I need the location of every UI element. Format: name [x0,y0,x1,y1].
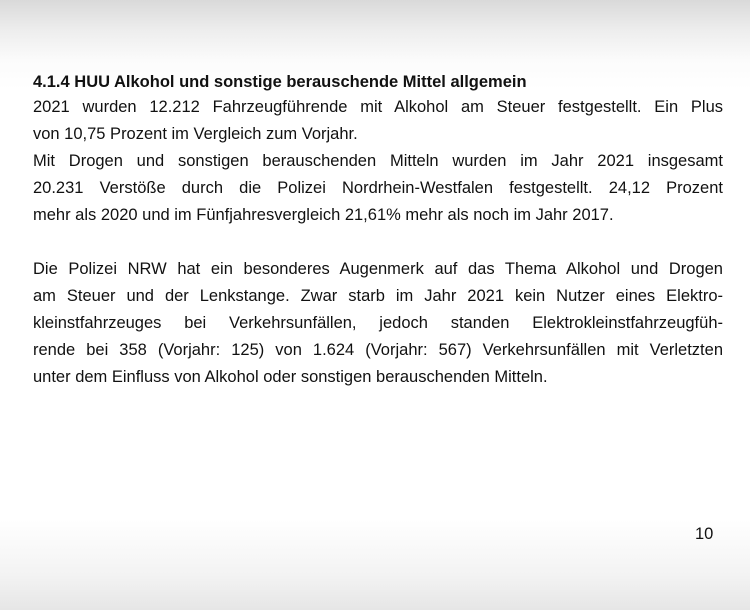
paragraph-line: unter dem Einfluss von Alkohol oder sonstigen berauschenden Mitteln. [33,368,548,386]
page-number: 10 [695,525,714,543]
paragraph-police-focus [33,256,723,391]
paragraph-line: 20.231 Verstöße durch die Polizei Nordrhein-Westfalen festgestellt. 24,12 Prozent [33,179,723,197]
section-heading: 4.1.4 HUU Alkohol und sonstige berauschende Mittel allgemein [33,73,527,91]
paragraph-line: mehr als 2020 und im Fünfjahresvergleich 21,61% mehr als noch im Jahr 2017. [33,206,614,224]
paragraph-line: 2021 wurden 12.212 Fahrzeugführende mit Alkohol am Steuer festgestellt. Ein Plus [33,98,723,116]
paragraph-line: Mit Drogen und sonstigen berauschenden Mitteln wurden im Jahr 2021 insgesamt [33,152,723,170]
paragraph-line: kleinstfahrzeuges bei Verkehrsunfällen, jedoch standen Elektrokleinstfahrzeugfüh- [33,314,723,332]
paragraph-line: von 10,75 Prozent im Vergleich zum Vorjahr. [33,125,358,143]
paragraph-line: Die Polizei NRW hat ein besonderes Augenmerk auf das Thema Alkohol und Drogen [33,260,723,278]
paragraph-drug-stats [33,148,723,229]
document-content [33,70,723,391]
paragraph-spacer [33,229,723,256]
paragraph-line: rende bei 358 (Vorjahr: 125) von 1.624 (Vorjahr: 567) Verkehrsunfällen mit Verletzten [33,341,723,359]
paragraph-line: am Steuer und der Lenkstange. Zwar starb im Jahr 2021 kein Nutzer eines Elektro- [33,287,723,305]
paragraph-alcohol-stats [33,94,723,148]
